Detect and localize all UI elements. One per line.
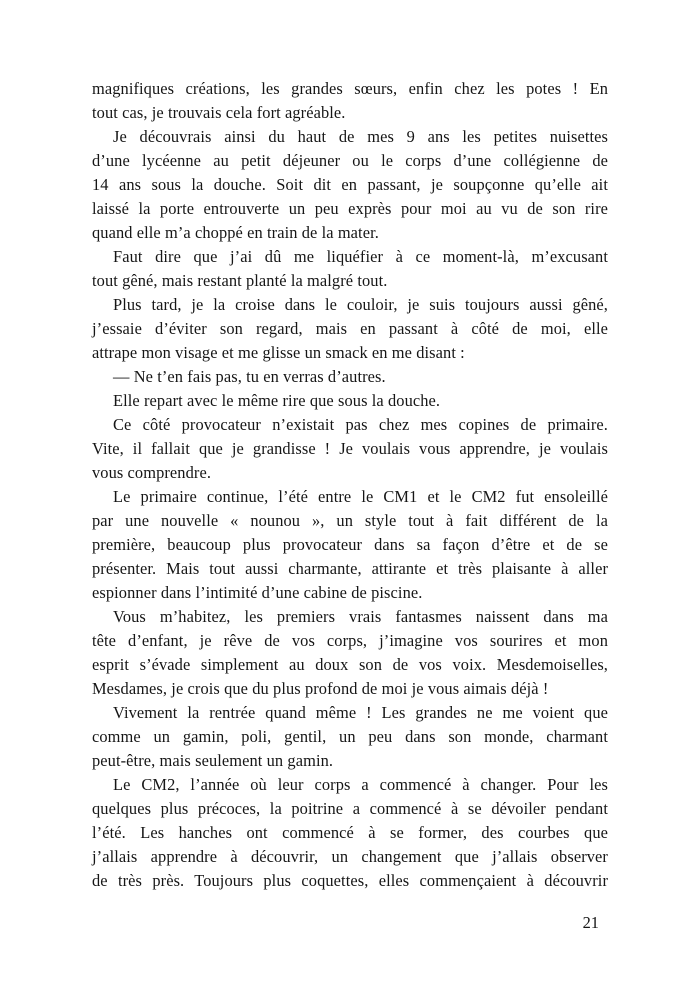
text-line: Le primaire continue, l’été entre le CM1 et le CM2 fut ensoleillé: [113, 487, 608, 506]
text-line: de très près. Toujours plus coquettes, elles commençaient à découvrir: [92, 871, 608, 890]
text-line: Plus tard, je la croise dans le couloir, je suis toujours aussi gêné,: [113, 295, 608, 314]
text-line: présenter. Mais tout aussi charmante, attirante et très plaisante à aller: [92, 559, 608, 578]
text-line: par une nouvelle « nounou », un style tout à fait différent de la: [92, 511, 608, 530]
text-line: Vivement la rentrée quand même ! Les grandes ne me voient que: [113, 703, 608, 722]
text-line: 14 ans sous la douche. Soit dit en passant, je soupçonne qu’elle ait: [92, 175, 608, 194]
text-line: peut-être, mais seulement un gamin.: [92, 751, 334, 770]
page-number: 21: [582, 913, 599, 932]
text-line: laissé la porte entrouverte un peu exprès pour moi au vu de son rire: [92, 199, 608, 218]
text-line: espionner dans l’intimité d’une cabine de piscine.: [92, 583, 423, 602]
text-line: première, beaucoup plus provocateur dans sa façon d’être et de se: [92, 535, 608, 554]
text-line: Mesdames, je crois que du plus profond de moi je vous aimais déjà !: [92, 679, 549, 698]
text-line: — Ne t’en fais pas, tu en verras d’autres.: [113, 367, 386, 386]
text-line: d’une lycéenne au petit déjeuner ou le corps d’une collégienne de: [92, 151, 608, 170]
page-text: [92, 77, 608, 893]
text-line: Elle repart avec le même rire que sous la douche.: [113, 391, 441, 410]
text-line: Le CM2, l’année où leur corps a commencé à changer. Pour les: [113, 775, 608, 794]
text-line: j’allais apprendre à découvrir, un changement que j’allais observer: [92, 847, 608, 866]
text-line: Ce côté provocateur n’existait pas chez mes copines de primaire.: [113, 415, 608, 434]
text-line: attrape mon visage et me glisse un smack en me disant :: [92, 343, 465, 362]
text-line: vous comprendre.: [92, 463, 212, 482]
text-line: tout cas, je trouvais cela fort agréable.: [92, 103, 346, 122]
text-line: Vite, il fallait que je grandisse ! Je voulais vous apprendre, je voulais: [92, 439, 608, 458]
text-line: quand elle m’a choppé en train de la mater.: [92, 223, 379, 242]
text-line: Faut dire que j’ai dû me liquéfier à ce moment-là, m’excusant: [113, 247, 608, 266]
text-line: magnifiques créations, les grandes sœurs, enfin chez les potes ! En: [92, 79, 608, 98]
text-line: tout gêné, mais restant planté la malgré tout.: [92, 271, 388, 290]
text-line: tête d’enfant, je rêve de vos corps, j’imagine vos sourires et mon: [92, 631, 608, 650]
text-line: esprit s’évade simplement au doux son de vos voix. Mesdemoiselles,: [92, 655, 608, 674]
text-line: Je découvrais ainsi du haut de mes 9 ans les petites nuisettes: [113, 127, 608, 146]
text-line: quelques plus précoces, la poitrine a commencé à se dévoiler pendant: [92, 799, 608, 818]
text-line: j’essaie d’éviter son regard, mais en passant à côté de moi, elle: [92, 319, 608, 338]
text-line: l’été. Les hanches ont commencé à se former, des courbes que: [92, 823, 608, 842]
text-line: Vous m’habitez, les premiers vrais fantasmes naissent dans ma: [113, 607, 608, 626]
text-line: comme un gamin, poli, gentil, un peu dans son monde, charmant: [92, 727, 608, 746]
